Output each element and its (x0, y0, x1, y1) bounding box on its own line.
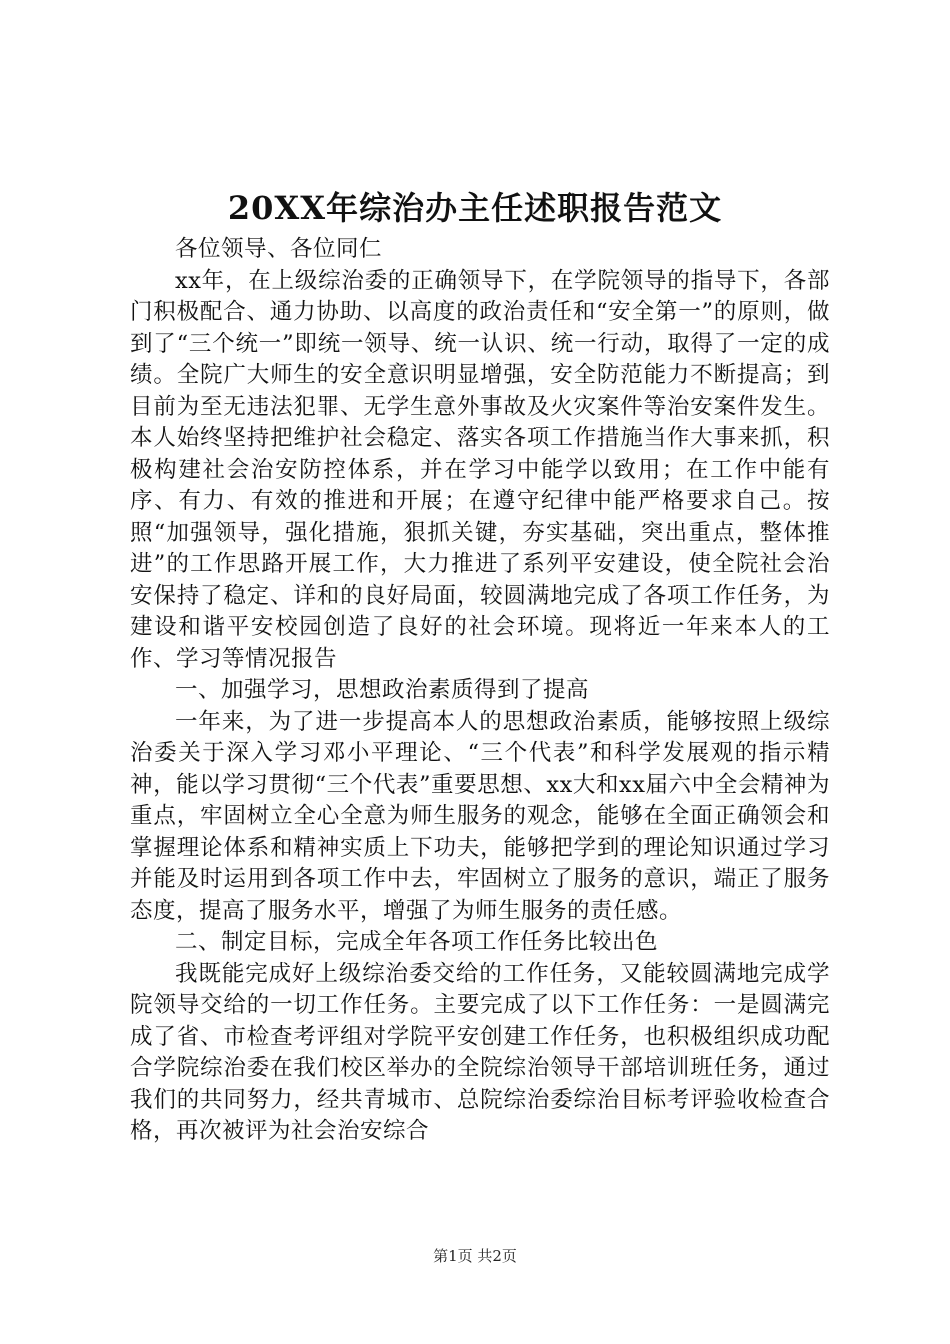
section-heading-1: 一、加强学习，思想政治素质得到了提高 (175, 677, 590, 703)
section-heading-2: 二、制定目标，完成全年各项工作任务比较出色 (175, 929, 659, 955)
document-title: 20XX年综治办主任述职报告范文 (227, 189, 723, 227)
section-paragraph-1: 一年来，为了进一步提高本人的思想政治素质，能够按照上级综治委关于深入学习邓小平理论、“三个代表”和科学发展观的指示精神，能以学习贯彻“三个代表”重要思想、xx大和xx届六中全会精神为重点，牢固树立全心全意为师生服务的观念，能够在全面正确领会和掌握理论体系和精神实质上下功夫，能够把学到的理论知识通过学习并能及时运用到各项工作中去，牢固树立了服务的意识，端正了服务态度，提高了服务水平，增强了为师生服务的责任感。 (130, 708, 830, 924)
document-body (130, 234, 830, 1148)
salutation: 各位领导、各位同仁 (175, 236, 383, 262)
section-paragraph-2: 我既能完成好上级综治委交给的工作任务，又能较圆满地完成学院领导交给的一切工作任务。主要完成了以下工作任务：一是圆满完成了省、市检查考评组对学院平安创建工作任务，也积极组织成功配合学院综治委在我们校区举办的全院综治领导干部培训班任务，通过我们的共同努力，经共青城市、总院综治委综治目标考评验收检查合格，再次被评为社会治安综合 (130, 960, 830, 1144)
intro-paragraph: xx年，在上级综治委的正确领导下，在学院领导的指导下，各部门积极配合、通力协助、以高度的政治责任和“安全第一”的原则，做到了“三个统一”即统一领导、统一认识、统一行动，取得了一定的成绩。全院广大师生的安全意识明显增强，安全防范能力不断提高；到目前为至无违法犯罪、无学生意外事故及火灾案件等治安案件发生。本人始终坚持把维护社会稳定、落实各项工作措施当作大事来抓，积极构建社会治安防控体系，并在学习中能学以致用；在工作中能有序、有力、有效的推进和开展；在遵守纪律中能严格要求自己。按照“加强领导，强化措施，狠抓关键，夯实基础，突出重点，整体推进”的工作思路开展工作，大力推进了系列平安建设，使全院社会治安保持了稳定、详和的良好局面，较圆满地完成了各项工作任务，为建设和谐平安校园创造了良好的社会环境。现将近一年来本人的工作、学习等情况报告 (130, 267, 830, 672)
page-number: 第1页 共2页 (433, 1247, 517, 1265)
